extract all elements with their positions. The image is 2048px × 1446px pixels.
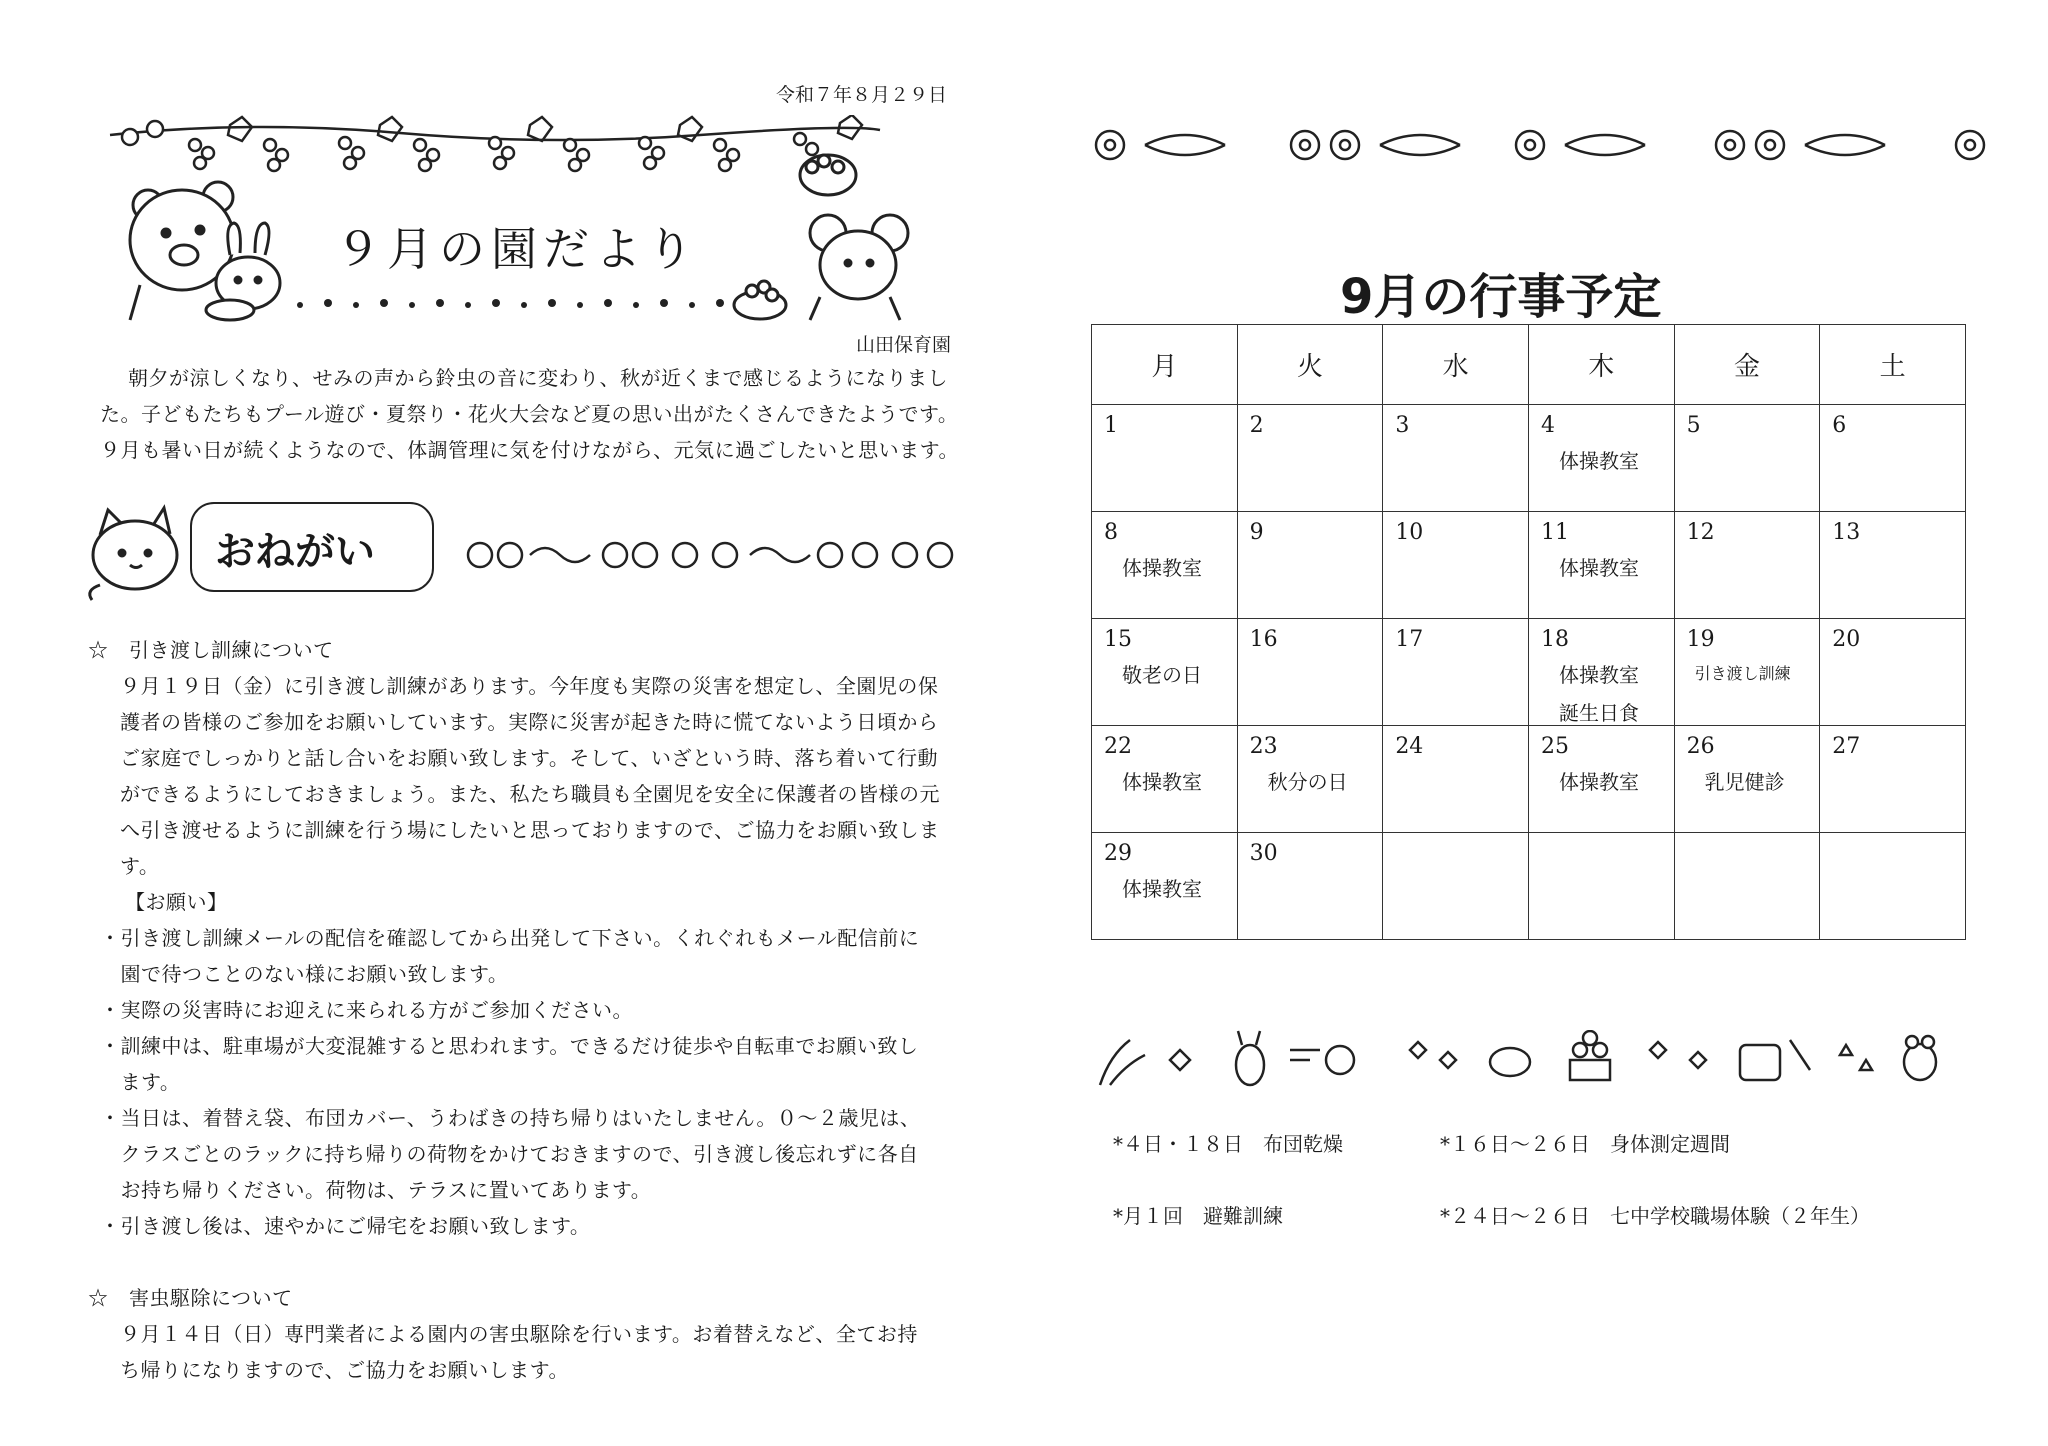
calendar-day-cell: [1383, 619, 1529, 726]
list-item: クラスごとのラックに持ち帰りの荷物をかけておきますので、引き渡し後忘れずに各自: [100, 1142, 919, 1166]
calendar-day-cell: [1820, 512, 1966, 619]
calendar-day-cell: [1674, 619, 1820, 726]
calendar-day-cell: [1528, 833, 1674, 940]
calendar-day-cell: [1092, 619, 1238, 726]
calendar-event: 体操教室: [1558, 556, 1639, 580]
weekday-header: [1092, 325, 1966, 405]
calendar-day-cell: [1237, 512, 1383, 619]
autumn-icons-row: [1090, 1030, 1970, 1090]
calendar-event: 体操教室: [1558, 663, 1639, 687]
calendar-week-row: [1092, 619, 1966, 726]
calendar-day-cell: [1237, 405, 1383, 512]
day-number: 29: [1104, 841, 1132, 866]
day-number: 25: [1540, 734, 1569, 759]
note-measurement: *１６日～２６日 身体測定週間: [1440, 1132, 1730, 1156]
calendar-event: 体操教室: [1558, 770, 1639, 794]
day-number: 13: [1832, 520, 1861, 545]
calendar-day-cell: [1383, 726, 1529, 833]
calendar-day-cell: [1383, 405, 1529, 512]
newsletter-title: ９月の園だより: [335, 222, 699, 276]
weekday-thu: 木: [1528, 325, 1674, 405]
list-item: お持ち帰りください。荷物は、テラスに置いてあります。: [100, 1178, 652, 1202]
day-number: 26: [1686, 734, 1715, 759]
calendar-event: 体操教室: [1558, 449, 1639, 473]
calendar-event: 体操教室: [1122, 770, 1202, 794]
weekday-wed: 水: [1383, 325, 1529, 405]
calendar-event: 乳児健診: [1704, 770, 1785, 794]
day-number: 22: [1104, 734, 1132, 759]
weekday-fri: 金: [1674, 325, 1820, 405]
day-number: 3: [1395, 413, 1410, 438]
request-label: 【お願い】: [125, 890, 228, 914]
day-number: 15: [1104, 627, 1132, 652]
day-number: 19: [1686, 627, 1715, 652]
day-number: 27: [1832, 734, 1861, 759]
day-number: 11: [1540, 520, 1569, 545]
day-number: 17: [1395, 627, 1424, 652]
calendar-day-cell: [1528, 405, 1674, 512]
calendar-day-cell: [1528, 512, 1674, 619]
calendar-day-cell: [1674, 833, 1820, 940]
calendar-day-cell: [1820, 726, 1966, 833]
calendar-day-cell: [1092, 726, 1238, 833]
section-pest-heading: ☆ 害虫駆除について: [88, 1286, 293, 1310]
list-item: ます。: [100, 1070, 181, 1094]
bear-icon: [130, 182, 234, 320]
day-number: 23: [1249, 734, 1278, 759]
calendar-day-cell: [1237, 726, 1383, 833]
calendar-day-cell: [1820, 619, 1966, 726]
calendar-event: 誕生日食: [1558, 701, 1639, 725]
calendar-day-cell: [1237, 833, 1383, 940]
day-number: 6: [1832, 413, 1847, 438]
day-number: 12: [1686, 520, 1715, 545]
day-number: 18: [1540, 627, 1569, 652]
event-calendar: [1091, 324, 1966, 940]
weekday-tue: 火: [1237, 325, 1383, 405]
day-number: 1: [1104, 413, 1118, 438]
weekday-sat: 土: [1820, 325, 1966, 405]
calendar-day-cell: [1820, 833, 1966, 940]
calendar-day-cell: [1383, 512, 1529, 619]
calendar-title: 9月の行事予定: [1340, 269, 1662, 325]
flower-border: [465, 535, 965, 575]
list-item: ・実際の災害時にお迎えに来られる方がご参加ください。: [100, 998, 633, 1022]
note-futon: *４日・１８日 布団乾燥: [1113, 1132, 1343, 1156]
calendar-event: 秋分の日: [1267, 770, 1348, 794]
calendar-week-row: [1092, 833, 1966, 940]
calendar-event: 体操教室: [1122, 556, 1202, 580]
calendar-day-cell: [1092, 512, 1238, 619]
calendar-day-cell: [1092, 405, 1238, 512]
mouse-icon: [734, 155, 908, 320]
section-pest-body: ９月１４日（日）専門業者による園内の害虫駆除を行います。お着替えなど、全てお持 ち帰りになりますので、ご協力をお願いします。: [120, 1322, 918, 1382]
day-number: 8: [1104, 520, 1118, 545]
calendar-day-cell: [1237, 619, 1383, 726]
day-number: 10: [1395, 520, 1424, 545]
calendar-day-cell: [1528, 619, 1674, 726]
list-item: 園で待つことのない様にお願い致します。: [100, 962, 509, 986]
intro-paragraph: 朝夕が涼しくなり、せみの声から鈴虫の音に変わり、秋が近くまで感じるようになりまし た。子どもたちもプール遊び・夏祭り・花火大会など夏の思い出がたくさんできたようです。 ９月も暑い日が続くようなので、体調管理に気を付けながら、元気に過ごしたいと思います。: [100, 366, 959, 462]
day-number: 5: [1686, 413, 1701, 438]
list-item: ・引き渡し後は、速やかにご帰宅をお願い致します。: [100, 1214, 591, 1238]
day-number: 30: [1249, 841, 1278, 866]
calendar-week-row: [1092, 512, 1966, 619]
day-number: 2: [1249, 413, 1264, 438]
calendar-day-cell: [1674, 405, 1820, 512]
issue-date: 令和７年８月２９日: [776, 84, 948, 106]
calendar-event: 敬老の日: [1122, 663, 1202, 687]
calendar-day-cell: [1820, 405, 1966, 512]
note-work-experience: *２４日～２６日 七中学校職場体験（２年生）: [1440, 1204, 1870, 1228]
onegai-title: おねがい: [215, 529, 375, 575]
calendar-event: 体操教室: [1122, 877, 1202, 901]
calendar-event: 引き渡し訓練: [1694, 664, 1791, 683]
calendar-week-row: [1092, 726, 1966, 833]
note-evacuation: *月１回 避難訓練: [1113, 1204, 1283, 1228]
calendar-day-cell: [1674, 726, 1820, 833]
calendar-day-cell: [1528, 726, 1674, 833]
calendar-day-cell: [1674, 512, 1820, 619]
section-evacuation-heading: ☆ 引き渡し訓練について: [88, 638, 334, 662]
weekday-mon: 月: [1092, 325, 1238, 405]
calendar-day-cell: [1383, 833, 1529, 940]
list-item: ・引き渡し訓練メールの配信を確認してから出発して下さい。くれぐれもメール配信前に: [100, 926, 920, 950]
section-evacuation-body: ９月１９日（金）に引き渡し訓練があります。今年度も実際の災害を想定し、全園児の保 護者の皆様のご参加をお願いしています。実際に災害が起きた時に慌てないよう日頃から ご家庭でしっかりと話し合いをお願い致します。そして、いざという時、落ち着いて行動 ができるようにしておきましょう。また、私たち職員も全園児を安全に保護者の皆様の元 へ引き渡せるように訓練を行う場にしたいと思っておりますので、ご協力をお願い致しま す。 【お願い】 ・引き渡し訓練メールの配信を確認してから出発して下さい。くれぐれもメール配信前に 園で待つことのない様にお願い致します。 ・実際の災害時にお迎えに来られる方がご参加ください。 ・訓練中は、駐車場が大変混雑すると思われます。できるだけ徒歩や自転車でお願い致し ます。 ・当日は、着替え袋、布団カバー、うわばきの持ち帰りはいたしません。０～２歳児は、 クラスごとのラックに持ち帰りの荷物をかけておきますので、引き渡し後忘れずに各自 お持ち帰りください。荷物は、テラスに置いてあります。 ・引き渡し後は、速やかにご帰宅をお願い致します。: [100, 668, 970, 1244]
list-item: ・訓練中は、駐車場が大変混雑すると思われます。できるだけ徒歩や自転車でお願い致し: [100, 1034, 919, 1058]
grape-vine-border: [110, 115, 880, 171]
list-item: ・当日は、着替え袋、布団カバー、うわばきの持ち帰りはいたしません。０～２歳児は、: [100, 1106, 921, 1130]
day-number: 20: [1832, 627, 1861, 652]
day-number: 9: [1249, 520, 1264, 545]
calendar-day-cell: [1092, 833, 1238, 940]
school-name: 山田保育園: [856, 334, 952, 356]
day-number: 4: [1540, 413, 1555, 438]
day-number: 24: [1395, 734, 1424, 759]
flower-vine-border: [1090, 120, 1995, 170]
day-number: 16: [1249, 627, 1278, 652]
calendar-week-row: [1092, 405, 1966, 512]
